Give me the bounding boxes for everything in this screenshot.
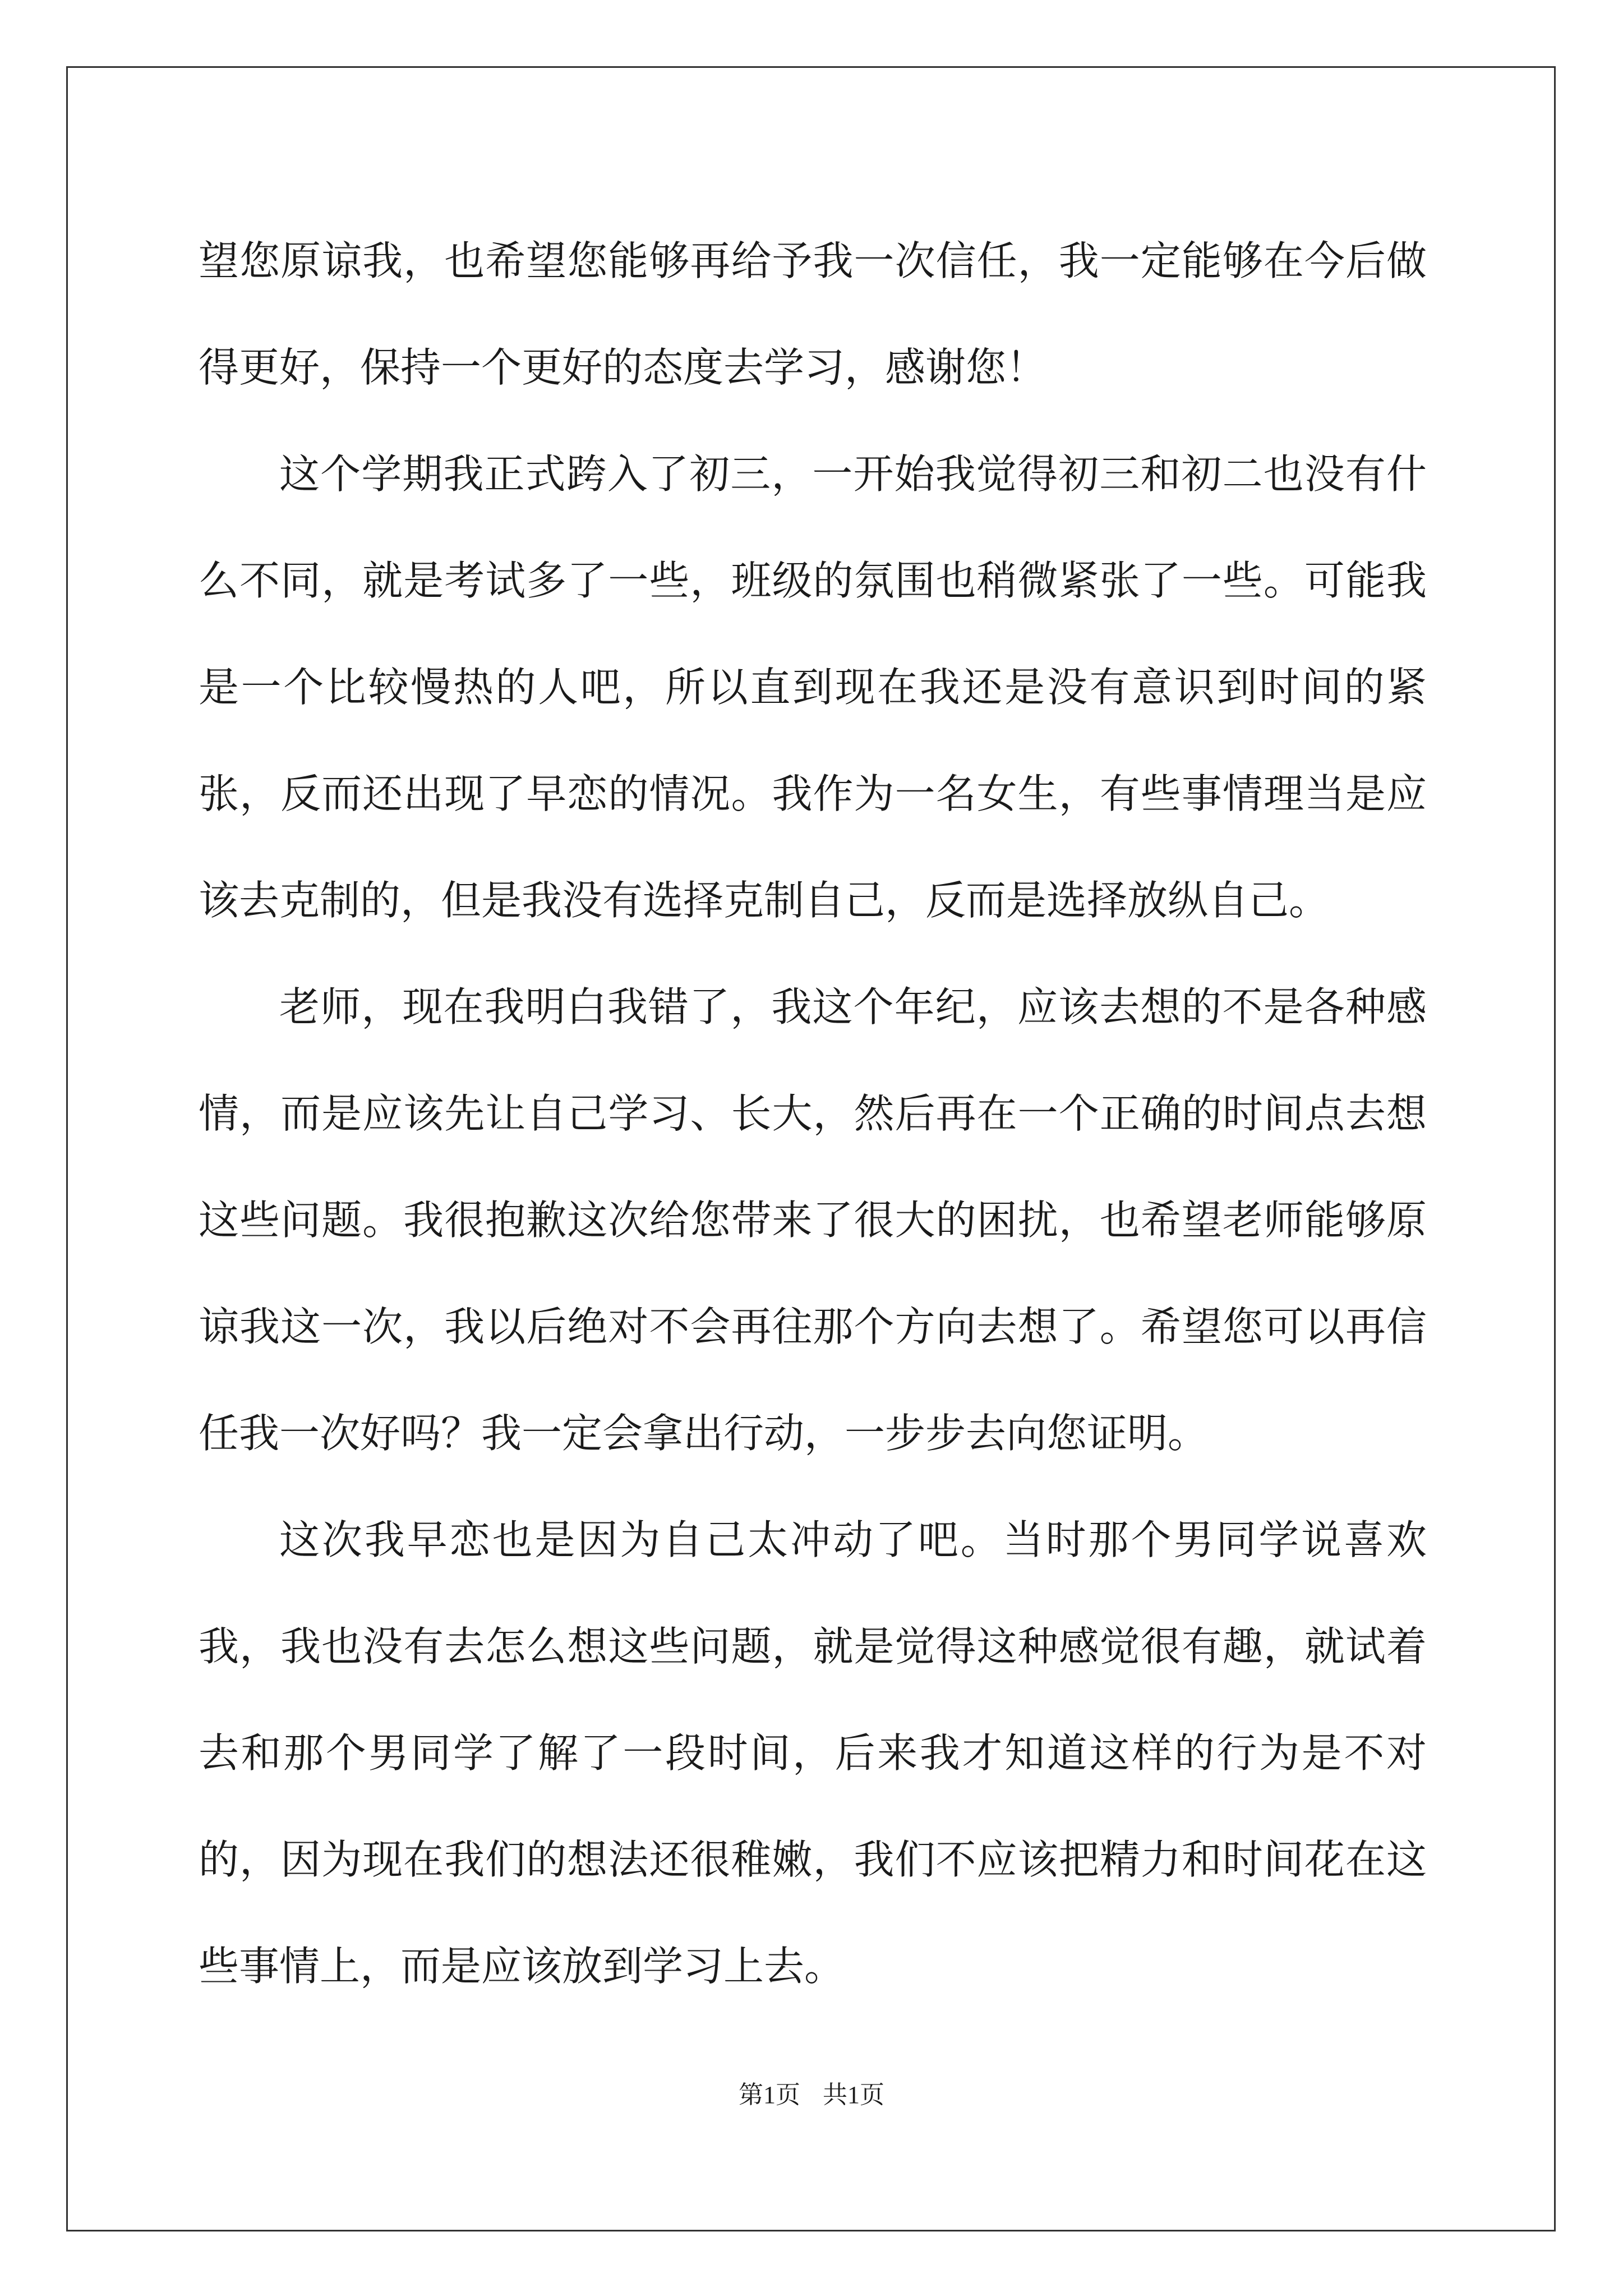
page-number: 第1页 [739,2081,800,2109]
paragraph-3: 老师，现在我明白我错了，我这个年纪，应该去想的不是各种感情，而是应该先让自己学习、长大，然后再在一个正确的时间点去想这些问题。我很抱歉这次给您带来了很大的困扰，也希望老师能够原谅我这一次，我以后绝对不会再往那个方向去想了。希望您可以再信任我一次好吗？我一定会拿出行动，一步步去向您证明。 [199,983,1427,1457]
paragraph-4: 这次我早恋也是因为自己太冲动了吧。当时那个男同学说喜欢我，我也没有去怎么想这些问题，就是觉得这种感觉很有趣，就试着去和那个男同学了解了一段时间，后来我才知道这样的行为是不对的，因为现在我们的想法还很稚嫩，我们不应该把精力和时间花在这些事情上，而是应该放到学习上去。 [199,1516,1427,1990]
paragraph-2: 这个学期我正式跨入了初三，一开始我觉得初三和初二也没有什么不同，就是考试多了一些，班级的氛围也稍微紧张了一些。可能我是一个比较慢热的人吧，所以直到现在我还是没有意识到时间的紧张，反而还出现了早恋的情况。我作为一名女生，有些事情理当是应该去克制的，但是我没有选择克制自己，反而是选择放纵自己。 [199,450,1427,924]
page-total: 共1页 [823,2081,884,2109]
document-body [199,208,1427,2019]
page-footer [0,2074,1623,2110]
paragraph-1: 望您原谅我，也希望您能够再给予我一次信任，我一定能够在今后做得更好，保持一个更好的态度去学习，感谢您！ [199,237,1427,391]
